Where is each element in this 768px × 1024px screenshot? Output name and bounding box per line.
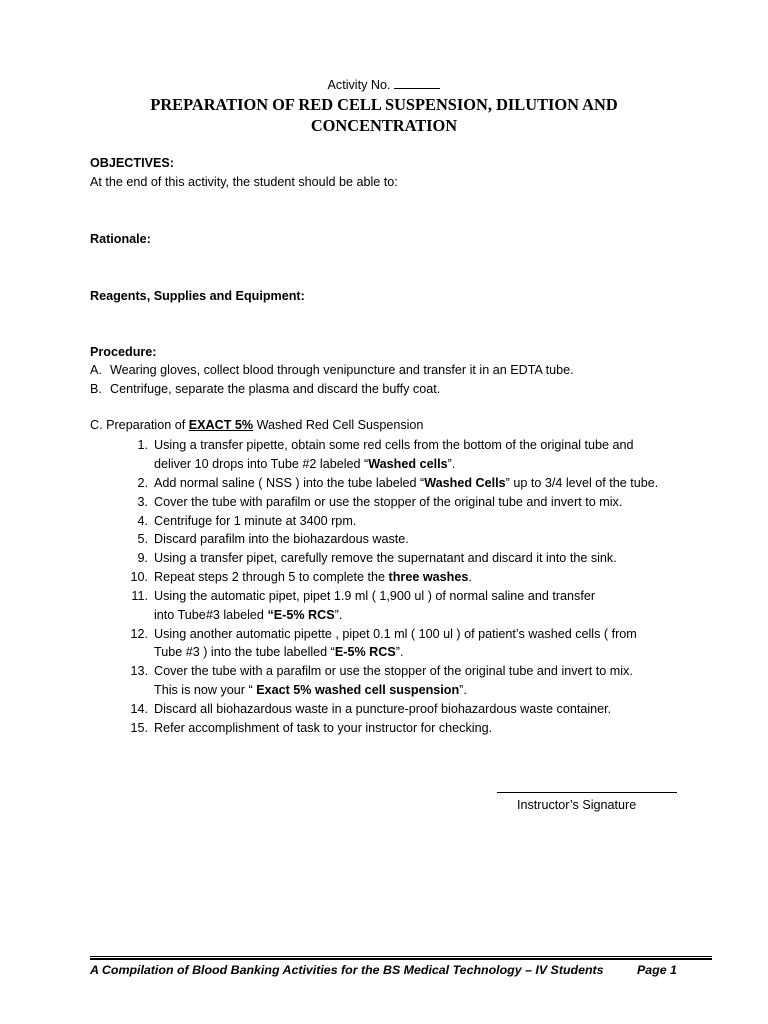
footer-rule-thick — [90, 958, 712, 960]
step-13-continued: This is now your “ Exact 5% washed cell suspension”. — [154, 683, 467, 697]
procedure-item-a: A. Wearing gloves, collect blood through venipuncture and transfer it in an EDTA tube. — [90, 363, 574, 377]
activity-number — [0, 76, 768, 94]
step-1: 1. Using a transfer pipette, obtain some red cells from the bottom of the original tube and — [137, 438, 634, 452]
step-3: 3. Cover the tube with parafilm or use the stopper of the original tube and invert to mix. — [137, 495, 623, 509]
step-2: 2. Add normal saline ( NSS ) into the tube labeled “Washed Cells” up to 3/4 level of the tube. — [137, 476, 659, 490]
instructor-signature-label: Instructor’s Signature — [517, 798, 637, 812]
step-12: 12. Using another automatic pipette , pipet 0.1 ml ( 100 ul ) of patient’s washed cells ( from — [130, 627, 637, 641]
procedure-item-c: C. Preparation of EXACT 5% Washed Red Cell Suspension — [90, 418, 424, 432]
step-11-continued: into Tube#3 labeled “E-5% RCS”. — [154, 608, 343, 622]
page-title-line-1: PREPARATION OF RED CELL SUSPENSION, DILUTION AND — [150, 95, 618, 114]
step-1-continued: deliver 10 drops into Tube #2 labeled “Washed cells”. — [154, 457, 456, 471]
signature-line — [497, 792, 677, 793]
rationale-heading: Rationale: — [90, 232, 151, 246]
step-11: 11. Using the automatic pipet, pipet 1.9 ml ( 1,900 ul ) of normal saline and transfer — [131, 589, 596, 603]
exact-5-emphasis: EXACT 5% — [188, 418, 254, 432]
step-9: 9. Using a transfer pipet, carefully remove the supernatant and discard it into the sink. — [137, 551, 617, 565]
page-title-line-2: CONCENTRATION — [310, 116, 458, 135]
activity-number-blank — [394, 77, 440, 89]
step-14: 14. Discard all biohazardous waste in a puncture-proof biohazardous waste container. — [130, 702, 612, 716]
step-4: 4. Centrifuge for 1 minute at 3400 rpm. — [137, 514, 357, 528]
step-5: 5. Discard parafilm into the biohazardous waste. — [137, 532, 409, 546]
step-13: 13. Cover the tube with a parafilm or use the stopper of the original tube and invert to mix. — [130, 664, 633, 678]
procedure-heading: Procedure: — [90, 345, 157, 359]
activity-label: Activity No. — [327, 78, 391, 92]
step-15: 15. Refer accomplishment of task to your instructor for checking. — [130, 721, 493, 735]
page-number: Page 1 — [637, 963, 677, 977]
reagents-heading: Reagents, Supplies and Equipment: — [90, 289, 305, 303]
footer-rule-thin — [90, 956, 712, 957]
procedure-item-b: B. Centrifuge, separate the plasma and discard the buffy coat. — [90, 382, 441, 396]
objectives-heading: OBJECTIVES: — [90, 156, 174, 170]
step-12-continued: Tube #3 ) into the tube labelled “E-5% RCS”. — [154, 645, 404, 659]
objectives-text: At the end of this activity, the student should be able to: — [90, 175, 398, 189]
footer-text: A Compilation of Blood Banking Activities for the BS Medical Technology – IV Students — [90, 963, 604, 977]
step-10: 10. Repeat steps 2 through 5 to complete the three washes. — [130, 570, 472, 584]
